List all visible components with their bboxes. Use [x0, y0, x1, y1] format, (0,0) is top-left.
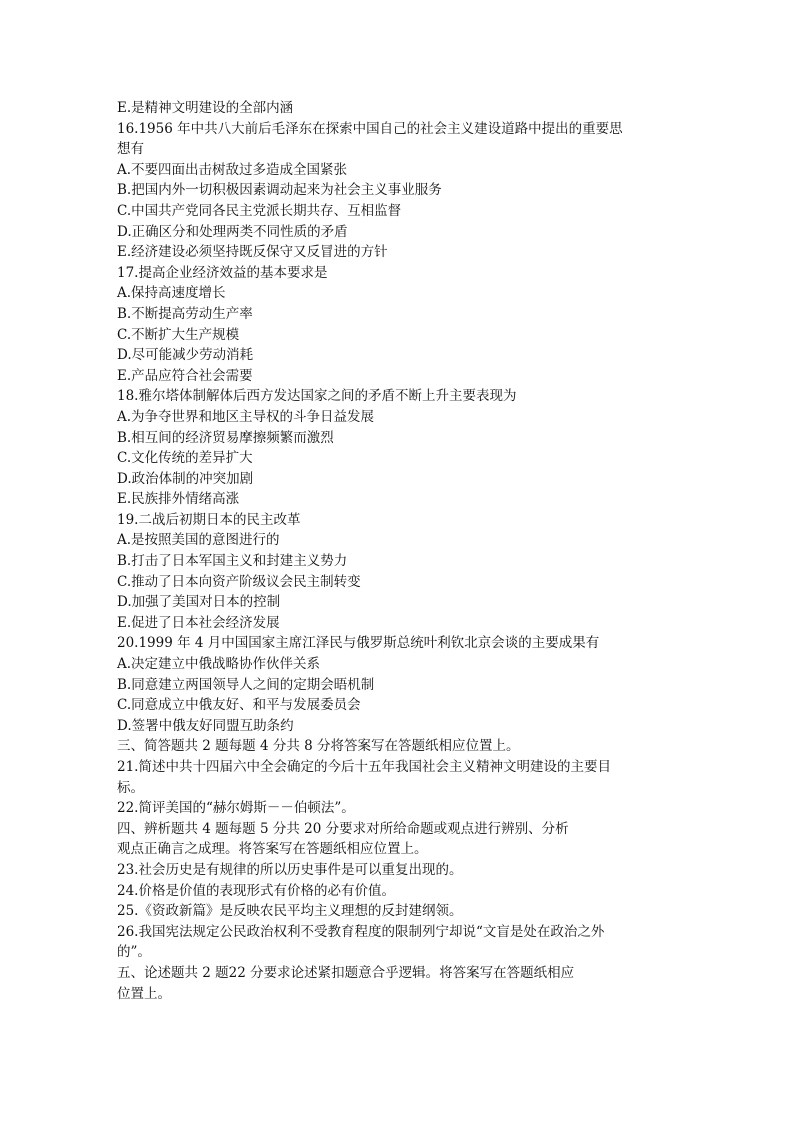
question-22-stem: 22.简评美国的“赫尔姆斯－－伯顿法”。: [117, 800, 355, 817]
section-5-heading-cont: 位置上。: [117, 985, 171, 1002]
option-17-a: A.保持高速度增长: [117, 285, 226, 302]
question-16-stem-cont: 想有: [117, 141, 144, 158]
option-16-c: C.中国共产党同各民主党派长期共存、互相监督: [117, 202, 402, 219]
question-24-stem: 24.价格是价值的表现形式有价格的必有价值。: [117, 882, 395, 899]
option-19-c: C.推动了日本向资产阶级议会民主制转变: [117, 573, 361, 590]
option-20-a: A.决定建立中俄战略协作伙伴关系: [117, 656, 321, 673]
option-16-b: B.把国内外一切积极因素调动起来为社会主义事业服务: [117, 182, 442, 199]
option-17-d: D.尽可能减少劳动消耗: [117, 347, 254, 364]
section-5-heading: 五、论述题共 2 题22 分要求论述紧扣题意合乎逻辑。将答案写在答题纸相应: [117, 964, 575, 981]
option-17-c: C.不断扩大生产规模: [117, 326, 240, 343]
question-16-stem: 16.1956 年中共八大前后毛泽东在探索中国自己的社会主义建设道路中提出的重要思: [117, 120, 623, 137]
option-20-c: C.同意成立中俄友好、和平与发展委员会: [117, 697, 361, 714]
question-17-stem: 17.提高企业经济效益的基本要求是: [117, 264, 328, 281]
section-4-heading-cont: 观点正确言之成理。将答案写在答题纸相应位置上。: [117, 841, 428, 858]
option-18-e: E.民族排外情绪高涨: [117, 491, 240, 508]
option-17-e: E.产品应符合社会需要: [117, 367, 253, 384]
option-19-e: E.促进了日本社会经济发展: [117, 614, 280, 631]
option-16-e: E.经济建设必须坚持既反保守又反冒进的方针: [117, 244, 388, 261]
question-19-stem: 19.二战后初期日本的民主改革: [117, 511, 301, 528]
option-16-d: D.正确区分和处理两类不同性质的矛盾: [117, 223, 348, 240]
question-23-stem: 23.社会历史是有规律的所以历史事件是可以重复出现的。: [117, 861, 463, 878]
option-20-b: B.同意建立两国领导人之间的定期会晤机制: [117, 676, 375, 693]
option-16-a: A.不要四面出击树敌过多造成全国紧张: [117, 161, 348, 178]
question-21-stem: 21.简述中共十四届六中全会确定的今后十五年我国社会主义精神文明建设的主要目: [117, 759, 611, 775]
question-25-stem: 25.《资政新篇》是反映农民平均主义理想的反封建纲领。: [117, 903, 463, 920]
question-26-stem: 26.我国宪法规定公民政治权利不受教育程度的限制列宁却说“文盲是处在政治之外: [117, 923, 605, 940]
option-18-d: D.政治体制的冲突加剧: [117, 470, 254, 487]
option-18-c: C.文化传统的差异扩大: [117, 450, 253, 467]
option-15-e: E.是精神文明建设的全部内涵: [117, 100, 294, 116]
section-4-heading: 四、辨析题共 4 题每题 5 分共 20 分要求对所给命题或观点进行辨别、分析: [117, 820, 569, 837]
question-20-stem: 20.1999 年 4 月中国国家主席江泽民与俄罗斯总统叶利钦北京会谈的主要成果有: [117, 635, 600, 652]
option-19-d: D.加强了美国对日本的控制: [117, 594, 281, 611]
option-18-b: B.相互间的经济贸易摩擦频繁而激烈: [117, 429, 334, 446]
option-19-a: A.是按照美国的意图进行的: [117, 532, 280, 549]
question-18-stem: 18.雅尔塔体制解体后西方发达国家之间的矛盾不断上升主要表现为: [117, 388, 517, 405]
option-19-b: B.打击了日本军国主义和封建主义势力: [117, 553, 348, 570]
question-21-stem-cont: 标。: [117, 779, 144, 796]
option-17-b: B.不断提高劳动生产率: [117, 305, 253, 322]
option-18-a: A.为争夺世界和地区主导权的斗争日益发展: [117, 408, 375, 425]
option-20-d: D.签署中俄友好同盟互助条约: [117, 717, 294, 734]
section-3-heading: 三、简答题共 2 题每题 4 分共 8 分将答案写在答题纸相应位置上。: [117, 738, 520, 755]
document-page: [117, 98, 677, 1004]
question-26-stem-cont: 的”。: [117, 944, 151, 961]
